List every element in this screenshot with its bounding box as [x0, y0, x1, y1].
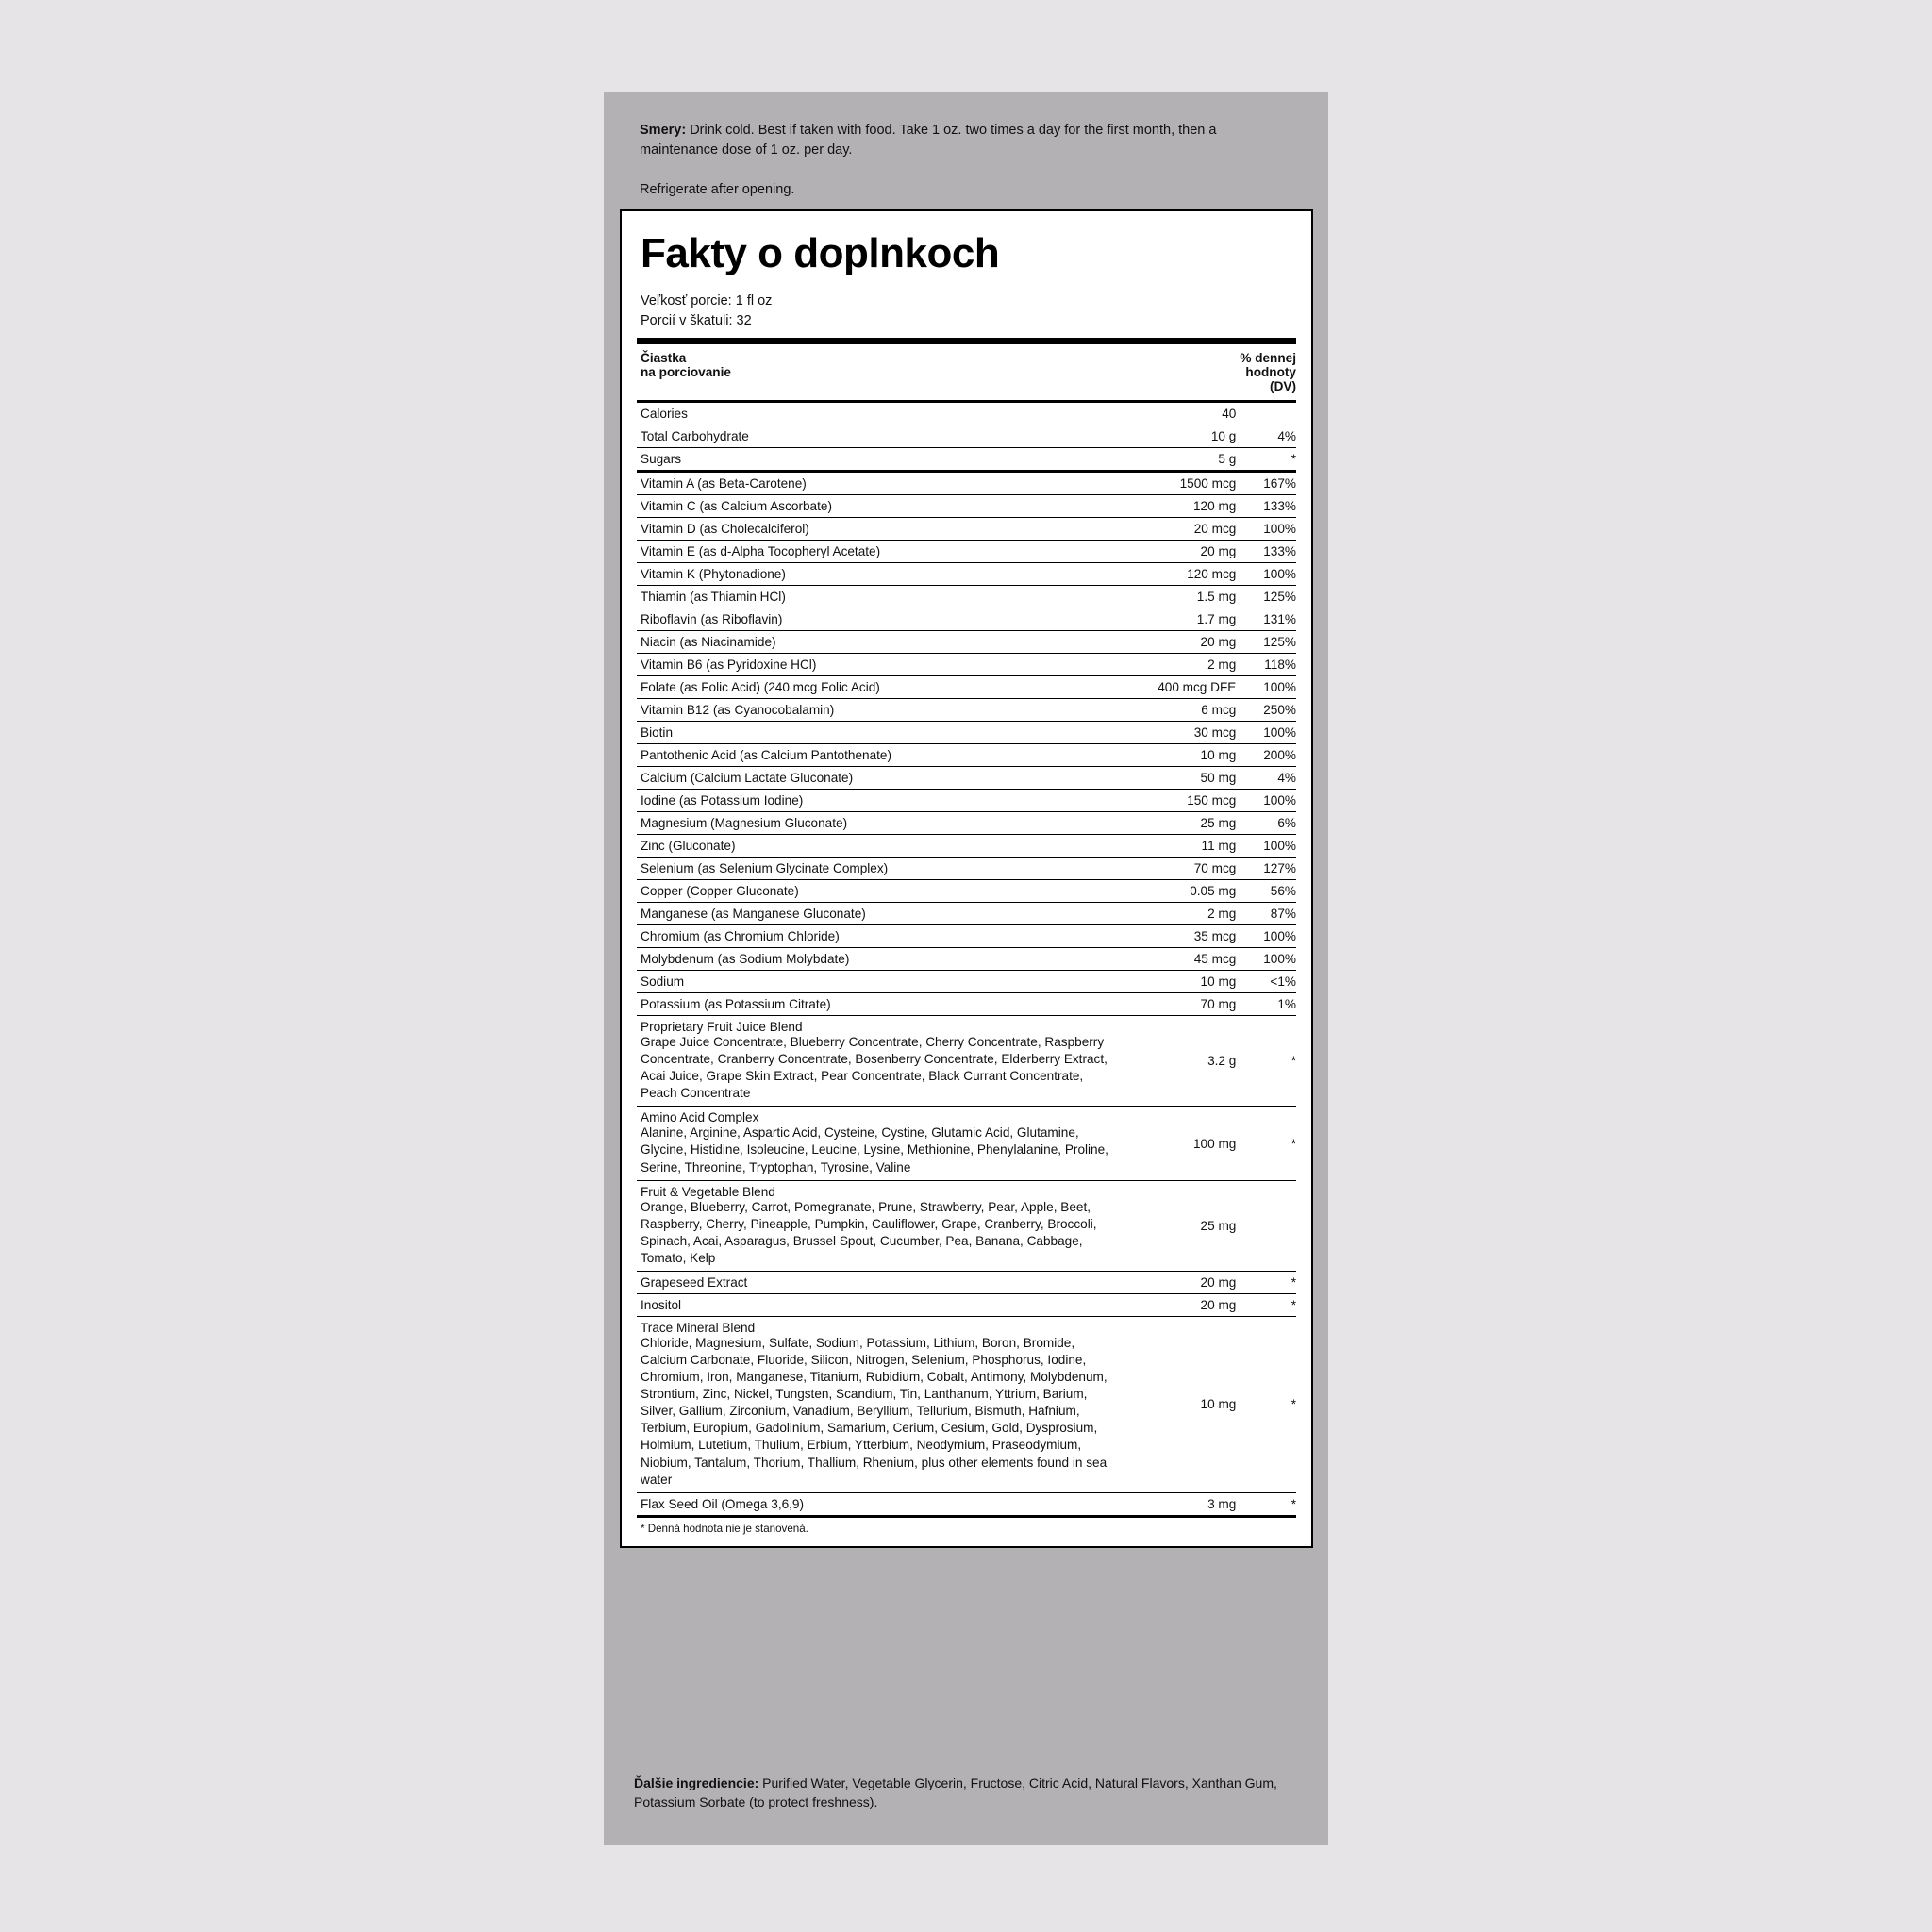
table-row — [637, 880, 1296, 903]
nutrient-amount: 1500 mcg — [1109, 472, 1236, 495]
nutrient-dv: 1% — [1236, 993, 1296, 1016]
nutrient-dv: 133% — [1236, 495, 1296, 518]
other-ingredients-body: Purified Water, Vegetable Glycerin, Fructose, Citric Acid, Natural Flavors, Xanthan Gum, Potassium Sorbate (to protect freshness). — [634, 1775, 1277, 1810]
nutrient-dv: 127% — [1236, 858, 1296, 880]
nutrient-amount: 3 mg — [1109, 1492, 1236, 1515]
trace-mineral-cell — [637, 1316, 1109, 1492]
table-row — [637, 835, 1296, 858]
nutrient-name: Vitamin K (Phytonadione) — [637, 563, 1109, 586]
nutrient-amount: 20 mg — [1109, 631, 1236, 654]
refrigerate-note: Refrigerate after opening. — [640, 182, 795, 197]
nutrient-name: Magnesium (Magnesium Gluconate) — [637, 812, 1109, 835]
nutrient-name: Calories — [637, 402, 1109, 425]
divider-thick-top — [637, 338, 1296, 344]
blend-row — [637, 1016, 1296, 1107]
nutrient-dv: * — [1236, 448, 1296, 472]
nutrient-dv: 6% — [1236, 812, 1296, 835]
header-dv-line3: (DV) — [1270, 379, 1296, 394]
nutrient-dv: 133% — [1236, 541, 1296, 563]
blend-ingredients: Orange, Blueberry, Carrot, Pomegranate, Prune, Strawberry, Pear, Apple, Beet, Raspberry, Cherry, Pineapple, Pumpkin, Cauliflower, Grape, Cranberry, Broccoli, Spinach, Acai, Asparagus, Brussel Spout, Cucumber, Pea, Banana, Cabbage, Tomato, Kelp — [641, 1199, 1097, 1265]
nutrient-dv: 87% — [1236, 903, 1296, 925]
table-row — [637, 993, 1296, 1016]
nutrient-name: Grapeseed Extract — [637, 1271, 1109, 1293]
nutrient-dv: 167% — [1236, 472, 1296, 495]
table-row — [637, 425, 1296, 448]
table-row — [637, 472, 1296, 495]
nutrient-name: Vitamin B6 (as Pyridoxine HCl) — [637, 654, 1109, 676]
table-row — [637, 631, 1296, 654]
header-dv-line2: hodnoty — [1245, 365, 1296, 380]
nutrient-name: Sugars — [637, 448, 1109, 472]
nutrient-name: Vitamin D (as Cholecalciferol) — [637, 518, 1109, 541]
header-amount-line1: Čiastka — [641, 351, 687, 366]
table-row — [637, 563, 1296, 586]
blend-cell — [637, 1016, 1109, 1107]
blend-amount: 100 mg — [1109, 1107, 1236, 1180]
nutrient-dv: 125% — [1236, 586, 1296, 608]
directions-label: Smery: — [640, 123, 687, 138]
header-spacer-cell — [1109, 344, 1236, 402]
nutrient-amount: 70 mcg — [1109, 858, 1236, 880]
nutrient-name: Flax Seed Oil (Omega 3,6,9) — [637, 1492, 1109, 1515]
nutrient-name: Inositol — [637, 1293, 1109, 1316]
nutrient-amount: 11 mg — [1109, 835, 1236, 858]
nutrient-amount: 10 mg — [1109, 971, 1236, 993]
header-amount-line2: na porciovanie — [641, 365, 731, 380]
nutrient-dv: 125% — [1236, 631, 1296, 654]
nutrition-table — [637, 344, 1296, 1515]
nutrient-dv: 56% — [1236, 880, 1296, 903]
nutrient-amount: 40 — [1109, 402, 1236, 425]
blend-cell — [637, 1180, 1109, 1271]
table-row — [637, 676, 1296, 699]
nutrient-name: Sodium — [637, 971, 1109, 993]
table-row — [637, 790, 1296, 812]
table-row — [637, 948, 1296, 971]
nutrient-dv: 4% — [1236, 425, 1296, 448]
header-dv-line1: % dennej — [1240, 351, 1296, 366]
nutrient-amount: 20 mg — [1109, 541, 1236, 563]
table-row — [637, 903, 1296, 925]
nutrient-name: Potassium (as Potassium Citrate) — [637, 993, 1109, 1016]
trace-mineral-dv: * — [1236, 1316, 1296, 1492]
blend-amount: 3.2 g — [1109, 1016, 1236, 1107]
nutrient-dv: 100% — [1236, 925, 1296, 948]
nutrient-amount: 2 mg — [1109, 654, 1236, 676]
table-row — [637, 1293, 1296, 1316]
table-row — [637, 495, 1296, 518]
table-row — [637, 767, 1296, 790]
table-row — [637, 812, 1296, 835]
nutrient-amount: 10 g — [1109, 425, 1236, 448]
other-ingredients-text — [634, 1774, 1306, 1812]
nutrient-dv: * — [1236, 1492, 1296, 1515]
nutrient-amount: 6 mcg — [1109, 699, 1236, 722]
blend-dv: * — [1236, 1107, 1296, 1180]
trace-mineral-amount: 10 mg — [1109, 1316, 1236, 1492]
nutrient-amount: 50 mg — [1109, 767, 1236, 790]
nutrient-dv: 200% — [1236, 744, 1296, 767]
nutrient-amount: 20 mg — [1109, 1293, 1236, 1316]
nutrient-dv: 100% — [1236, 722, 1296, 744]
supplement-facts-box — [620, 209, 1313, 1548]
nutrient-name: Calcium (Calcium Lactate Gluconate) — [637, 767, 1109, 790]
nutrient-name: Molybdenum (as Sodium Molybdate) — [637, 948, 1109, 971]
serving-size: Veľkosť porcie: 1 fl oz — [641, 292, 773, 308]
nutrient-name: Vitamin E (as d-Alpha Tocopheryl Acetate) — [637, 541, 1109, 563]
nutrient-name: Folate (as Folic Acid) (240 mcg Folic Acid) — [637, 676, 1109, 699]
nutrient-amount: 150 mcg — [1109, 790, 1236, 812]
table-row — [637, 402, 1296, 425]
nutrient-name: Iodine (as Potassium Iodine) — [637, 790, 1109, 812]
nutrient-amount: 70 mg — [1109, 993, 1236, 1016]
other-ingredients-label: Ďalšie ingrediencie: — [634, 1775, 759, 1790]
nutrient-dv — [1236, 402, 1296, 425]
nutrient-amount: 120 mg — [1109, 495, 1236, 518]
nutrient-amount: 400 mcg DFE — [1109, 676, 1236, 699]
table-row — [637, 1492, 1296, 1515]
blend-ingredients: Grape Juice Concentrate, Blueberry Concentrate, Cherry Concentrate, Raspberry Concentrate, Cranberry Concentrate, Bosenberry Concentrate, Elderberry Extract, Acai Juice, Grape Skin Extract, Pear Concentrate, Black Currant Concentrate, Peach Concentrate — [641, 1035, 1108, 1101]
nutrient-amount: 0.05 mg — [1109, 880, 1236, 903]
blend-name: Amino Acid Complex — [641, 1110, 759, 1125]
nutrient-dv: 100% — [1236, 676, 1296, 699]
nutrient-name: Total Carbohydrate — [637, 425, 1109, 448]
trace-mineral-name: Trace Mineral Blend — [641, 1320, 756, 1335]
table-row — [637, 608, 1296, 631]
table-row — [637, 654, 1296, 676]
table-row — [637, 971, 1296, 993]
nutrient-amount: 120 mcg — [1109, 563, 1236, 586]
table-row — [637, 858, 1296, 880]
servings-per-container: Porcií v škatuli: 32 — [641, 313, 752, 329]
nutrient-name: Riboflavin (as Riboflavin) — [637, 608, 1109, 631]
table-header-row — [637, 344, 1296, 402]
nutrient-amount: 1.5 mg — [1109, 586, 1236, 608]
nutrient-amount: 1.7 mg — [1109, 608, 1236, 631]
table-row — [637, 925, 1296, 948]
nutrient-dv: 250% — [1236, 699, 1296, 722]
nutrient-dv: 131% — [1236, 608, 1296, 631]
nutrient-name: Vitamin A (as Beta-Carotene) — [637, 472, 1109, 495]
nutrient-name: Vitamin C (as Calcium Ascorbate) — [637, 495, 1109, 518]
nutrition-table-body — [637, 344, 1296, 1515]
daily-value-footnote: * Denná hodnota nie je stanovená. — [637, 1515, 1296, 1537]
nutrient-name: Zinc (Gluconate) — [637, 835, 1109, 858]
table-row — [637, 586, 1296, 608]
nutrient-amount: 10 mg — [1109, 744, 1236, 767]
table-row — [637, 722, 1296, 744]
nutrient-dv: * — [1236, 1293, 1296, 1316]
nutrient-dv: 100% — [1236, 563, 1296, 586]
trace-mineral-ingredients: Chloride, Magnesium, Sulfate, Sodium, Potassium, Lithium, Boron, Bromide, Calcium Carbonate, Fluoride, Silicon, Nitrogen, Selenium, Phosphorus, Iodine, Chromium, Iron, Manganese, Titanium, Rubidium, Cobalt, Antimony, Molybdenum, Strontium, Zinc, Nickel, Tungsten, Scandium, Tin, Lanthanum, Yttrium, Barium, Silver, Gallium, Zirconium, Vanadium, Beryllium, Tellurium, Bismuth, Hafnium, Terbium, Europium, Gadolinium, Samarium, Cerium, Cesium, Gold, Dysprosium, Holmium, Lutetium, Thulium, Erbium, Ytterbium, Neodymium, Praseodymium, Niobium, Tantalum, Thorium, Thallium, Rhenium, plus other elements found in sea water — [641, 1335, 1108, 1487]
panel-title: Fakty o doplnkoch — [641, 230, 1000, 276]
nutrient-amount: 35 mcg — [1109, 925, 1236, 948]
blend-name: Proprietary Fruit Juice Blend — [641, 1020, 803, 1035]
nutrient-name: Pantothenic Acid (as Calcium Pantothenate) — [637, 744, 1109, 767]
blend-amount: 25 mg — [1109, 1180, 1236, 1271]
nutrient-dv: 100% — [1236, 790, 1296, 812]
nutrient-dv: 118% — [1236, 654, 1296, 676]
directions-text — [640, 121, 1243, 159]
trace-mineral-row — [637, 1316, 1296, 1492]
blend-cell — [637, 1107, 1109, 1180]
nutrient-dv: 100% — [1236, 948, 1296, 971]
nutrient-amount: 5 g — [1109, 448, 1236, 472]
nutrient-amount: 30 mcg — [1109, 722, 1236, 744]
blend-row — [637, 1107, 1296, 1180]
blend-dv — [1236, 1180, 1296, 1271]
nutrient-name: Niacin (as Niacinamide) — [637, 631, 1109, 654]
table-row — [637, 541, 1296, 563]
blend-name: Fruit & Vegetable Blend — [641, 1184, 775, 1199]
nutrient-amount: 25 mg — [1109, 812, 1236, 835]
blend-row — [637, 1180, 1296, 1271]
nutrient-name: Selenium (as Selenium Glycinate Complex) — [637, 858, 1109, 880]
header-dv-cell — [1236, 344, 1296, 402]
nutrient-name: Copper (Copper Gluconate) — [637, 880, 1109, 903]
blend-ingredients: Alanine, Arginine, Aspartic Acid, Cysteine, Cystine, Glutamic Acid, Glutamine, Glycine, Histidine, Isoleucine, Leucine, Lysine, Methionine, Phenylalanine, Proline, Serine, Threonine, Tryptophan, Tyrosine, Valine — [641, 1125, 1108, 1174]
header-amount-cell — [637, 344, 1109, 402]
nutrient-dv: 100% — [1236, 835, 1296, 858]
table-row — [637, 518, 1296, 541]
table-row — [637, 1271, 1296, 1293]
nutrient-name: Manganese (as Manganese Gluconate) — [637, 903, 1109, 925]
nutrient-amount: 20 mcg — [1109, 518, 1236, 541]
nutrient-name: Vitamin B12 (as Cyanocobalamin) — [637, 699, 1109, 722]
table-row — [637, 448, 1296, 472]
nutrient-amount: 45 mcg — [1109, 948, 1236, 971]
nutrient-dv: <1% — [1236, 971, 1296, 993]
nutrient-amount: 2 mg — [1109, 903, 1236, 925]
nutrient-dv: * — [1236, 1271, 1296, 1293]
directions-body: Drink cold. Best if taken with food. Take 1 oz. two times a day for the first month, then a maintenance dose of 1 oz. per day. — [640, 123, 1217, 158]
nutrient-amount: 20 mg — [1109, 1271, 1236, 1293]
table-row — [637, 744, 1296, 767]
blend-dv: * — [1236, 1016, 1296, 1107]
nutrient-name: Thiamin (as Thiamin HCl) — [637, 586, 1109, 608]
nutrient-name: Biotin — [637, 722, 1109, 744]
nutrient-name: Chromium (as Chromium Chloride) — [637, 925, 1109, 948]
table-row — [637, 699, 1296, 722]
nutrient-dv: 4% — [1236, 767, 1296, 790]
nutrient-dv: 100% — [1236, 518, 1296, 541]
